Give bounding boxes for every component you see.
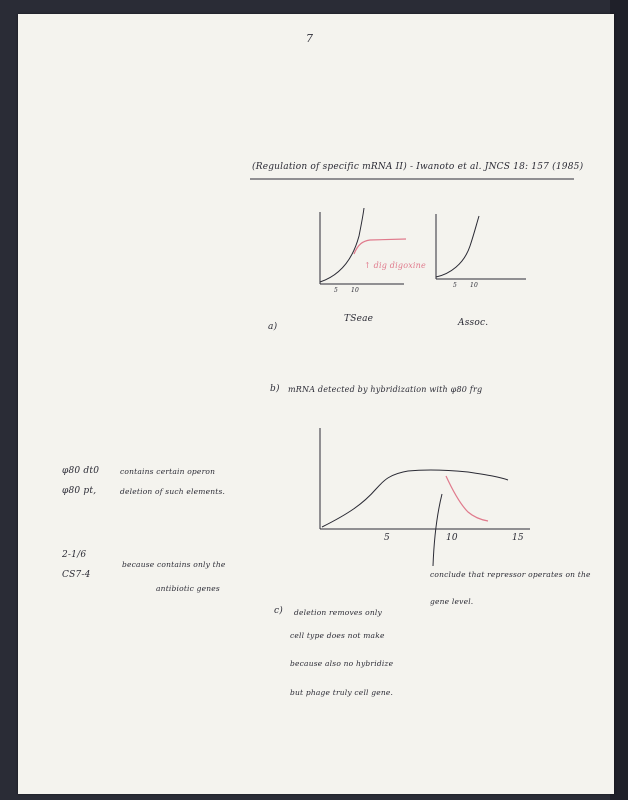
- fig-a-left-red-curve: [354, 239, 406, 254]
- fig-b-arrow-line: [433, 494, 442, 566]
- fig-b-tick-15: 15: [512, 533, 524, 543]
- figure-a-left-plot: [320, 208, 406, 284]
- fig-b-tick-10: 10: [446, 533, 458, 543]
- margin-note-4-text: antibiotic genes: [156, 584, 220, 593]
- fig-a-left-tick-10: 10: [351, 287, 360, 294]
- margin-note-2-text: deletion of such elements.: [120, 487, 226, 496]
- margin-note-1-label: φ80 dt0: [62, 466, 100, 476]
- figure-a-right-plot: [436, 214, 526, 279]
- fig-a-left-black-curve: [320, 208, 364, 282]
- fig-b-tick-5: 5: [384, 533, 390, 543]
- fig-a-left-tick-5: 5: [334, 287, 339, 294]
- fig-b-red-curve: [446, 476, 488, 521]
- margin-note-2-label: φ80 pt,: [62, 486, 97, 496]
- item-b-label: b): [270, 384, 280, 394]
- margin-note-1-text: contains certain operon: [120, 467, 216, 476]
- margin-note-3-text: because contains only the: [122, 560, 226, 569]
- item-c-line-4: but phage truly cell gene.: [290, 688, 394, 697]
- fig-b-caption-line1: conclude that repressor operates on the: [430, 570, 591, 579]
- item-c-line-3: because also no hybridize: [290, 659, 394, 668]
- item-c-line-2: cell type does not make: [290, 631, 385, 640]
- fig-a-label: a): [268, 322, 278, 332]
- page-number: 7: [306, 32, 314, 45]
- figure-b-plot: [320, 428, 530, 566]
- page-title: (Regulation of specific mRNA II) - Iwanoto et al. JNCS 18: 157 (1985): [252, 162, 584, 172]
- fig-a-left-caption: TSeae: [344, 314, 374, 324]
- fig-a-right-tick-5: 5: [453, 282, 458, 289]
- fig-a-right-black-curve: [436, 216, 479, 277]
- item-c-line-1: deletion removes only: [294, 608, 382, 617]
- margin-note-3-label: 2-1/6: [62, 550, 87, 560]
- item-b-text: mRNA detected by hybridization with φ80 frg: [288, 385, 483, 394]
- fig-b-caption-line2: gene level.: [430, 597, 474, 606]
- fig-a-right-caption: Assoc.: [458, 318, 489, 328]
- paper-sheet: [18, 14, 614, 794]
- fig-a-right-tick-10: 10: [470, 282, 479, 289]
- item-c-label: c): [274, 606, 283, 616]
- sketches-layer: [18, 14, 614, 794]
- fig-a-red-annotation: ↑ dig digoxine: [364, 261, 426, 270]
- margin-note-4-label: CS7-4: [62, 570, 91, 580]
